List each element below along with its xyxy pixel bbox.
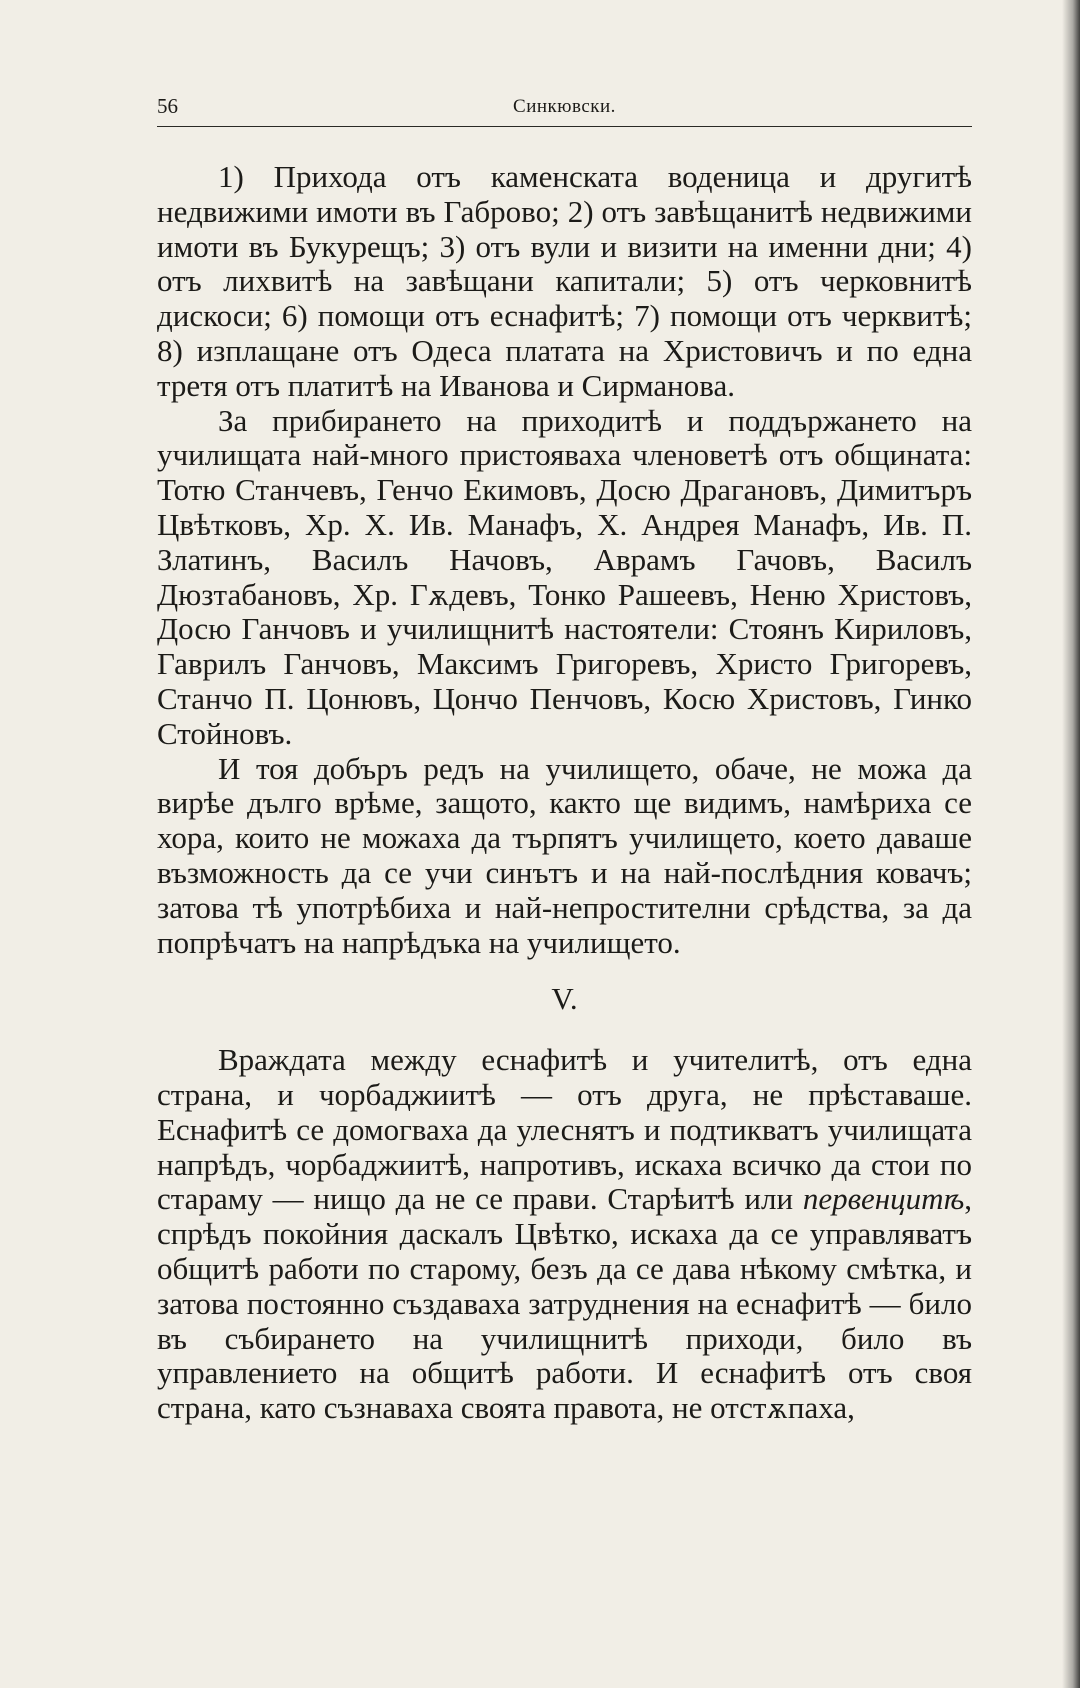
page-header (157, 88, 972, 128)
paragraph-feud-part1: Враждата между еснафитѣ и учителитѣ, отъ една страна, и чорбаджиитѣ — отъ друга, не прѣставаше. Еснафитѣ се домогваха да улеснятъ и подтикватъ училищата напрѣдъ, чорбаджиитѣ, напротивъ, искаха всичко да стои по стараму — нищо да не се прави. Старѣитѣ или (157, 1042, 972, 1217)
paragraph-feud (157, 1043, 972, 1426)
paragraph-feud-italic: первенцитѣ (802, 1181, 965, 1217)
section-heading: V. (551, 981, 578, 1017)
running-title: Синкювски. (513, 96, 616, 117)
header-rule (157, 126, 972, 127)
body-text (157, 160, 972, 1426)
paragraph-income-list: 1) Прихода отъ каменската воденица и другитѣ недвижими имоти въ Габрово; 2) отъ завѣщанитѣ недвижими имоти въ Букурещъ; 3) отъ вули и визити на именни дни; 4) отъ лихвитѣ на завѣщани капитали; 5) отъ черковнитѣ дискоси; 6) помощи отъ еснафитѣ; 7) помощи отъ черквитѣ; 8) изплащане отъ Одеса платата на Христовичъ и по една третя отъ платитѣ на Иванова и Сирманова. (157, 159, 972, 403)
page-number: 56 (157, 94, 178, 118)
paragraph-feud-part2: , спрѣдъ покойния даскалъ Цвѣтко, искаха да се управляватъ общитѣ работи по старому, безъ да се дава нѣкому смѣтка, и затова постоянно създаваха затруднения на еснафитѣ — било въ събирането на училищнитѣ приходи, било въ управлението на общитѣ работи. И еснафитѣ отъ своя страна, като съзнаваха своята правота, не отстѫпаха, (157, 1181, 972, 1426)
paragraph-collectors: За прибирането на приходитѣ и поддържането на училищата най-много пристояваха членоветѣ отъ общината: Тотю Станчевъ, Генчо Екимовъ, Досю Драгановъ, Димитъръ Цвѣтковъ, Хр. Х. Ив. Манафъ, Х. Андрея Манафъ, Ив. П. Златинъ, Василъ Начовъ, Аврамъ Гачовъ, Василъ Дюзтабановъ, Хр. Гѫдевъ, Тонко Рашеевъ, Неню Христовъ, Досю Ганчовъ и училищнитѣ настоятели: Стоянъ Кириловъ, Гаврилъ Ганчовъ, Максимъ Григоревъ, Христо Григоревъ, Станчо П. Цонювъ, Цончо Пенчовъ, Косю Христовъ, Гинко Стойновъ. (157, 402, 972, 751)
page-edge-shadow (1062, 0, 1080, 1688)
paragraph-school-order: И тоя добъръ редъ на училището, обаче, не можа да вирѣе дълго врѣме, защото, както ще видимъ, намѣриха се хора, които не можаха да търпятъ училището, което даваше възможность да се учи синътъ и на най-послѣдния ковачъ; затова тѣ употрѣбиха и най-непростителни срѣдства, за да попрѣчатъ на напрѣдъка на училището. (157, 750, 972, 960)
